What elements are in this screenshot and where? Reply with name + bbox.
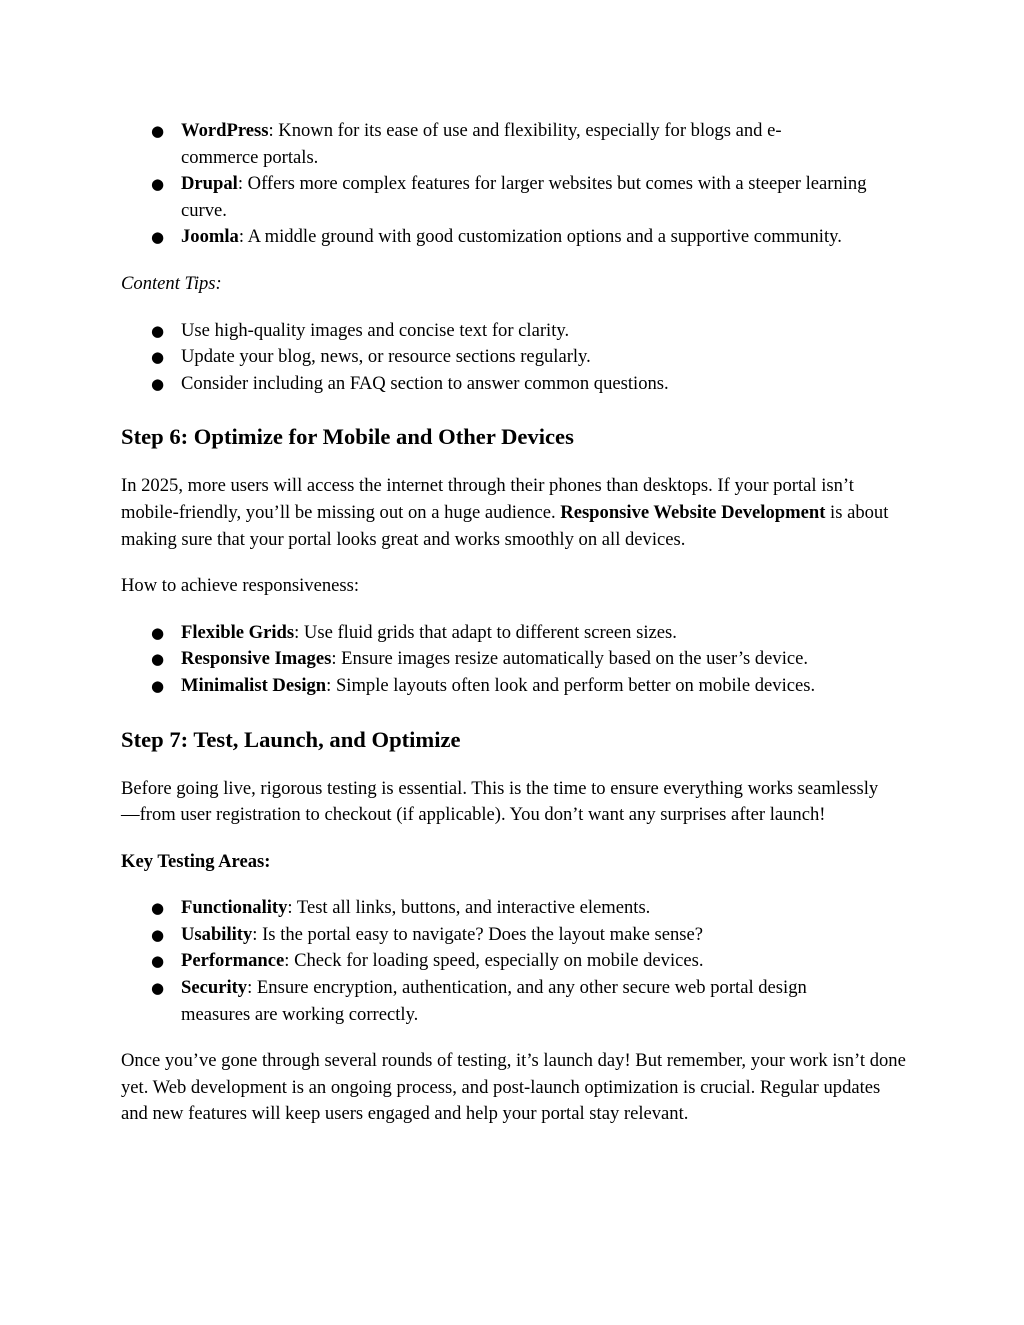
item-term: Security (181, 977, 248, 999)
step6-para-part2: is about making sure that your portal looks great and works smoothly on all devices. (121, 501, 889, 550)
key-testing-areas-label: Key Testing Areas: (121, 850, 271, 872)
step6-subheading: How to achieve responsiveness: (121, 575, 360, 597)
item-term: Responsive Images (181, 648, 332, 670)
step7-subheading (121, 849, 911, 876)
item-text: : Test all links, buttons, and interactive elements. (287, 897, 651, 919)
list-item (121, 118, 911, 171)
list-item: ● Update your blog, news, or resource sections regularly. (121, 344, 911, 371)
item-text: : Ensure images resize automatically based on the user’s device. (331, 648, 809, 670)
item-term: Joomla (181, 226, 239, 248)
list-item (121, 975, 911, 1028)
item-term: Performance (181, 950, 285, 972)
list-item (121, 922, 911, 949)
step6-para-part1: In 2025, more users will access the internet through their phones than desktops. If your portal isn’t mobile-friendly, you’ll be missing out on a huge audience. (121, 475, 854, 523)
item-text: : Ensure encryption, authentication, and any other secure web portal design measures are working correctly. (181, 977, 807, 1025)
item-text: : Check for loading speed, especially on mobile devices. (284, 950, 704, 972)
list-item (121, 948, 911, 975)
list-item (121, 673, 911, 700)
list-item (121, 171, 911, 224)
content-tips-list (121, 318, 911, 398)
list-item (121, 646, 911, 673)
step6-paragraph (121, 473, 911, 553)
item-text: : A middle ground with good customization options and a supportive community. (238, 226, 842, 248)
list-item: ● Use high-quality images and concise text for clarity. (121, 318, 911, 345)
cms-list (121, 118, 911, 251)
list-item (121, 224, 911, 251)
closing-paragraph: Once you’ve gone through several rounds of testing, it’s launch day! But remember, your work isn’t done yet. Web development is an ongoing process, and post-launch optimization is crucial. Regular updates and new features will keep users engaged and help your portal stay relevant. (121, 1050, 906, 1125)
item-text: : Known for its ease of use and flexibility, especially for blogs and e-commerce portals. (181, 120, 782, 168)
item-term: Functionality (181, 897, 288, 919)
testing-areas-list (121, 895, 911, 1028)
step6-para-bold: Responsive Website Development (560, 501, 826, 523)
item-term: Usability (181, 923, 253, 945)
item-term: WordPress (181, 120, 269, 141)
item-text: : Simple layouts often look and perform better on mobile devices. (326, 674, 816, 696)
list-item (121, 620, 911, 647)
document-page (121, 118, 911, 1128)
content-tips-heading: Content Tips: (121, 272, 222, 294)
item-term: Drupal (181, 173, 238, 195)
item-text: : Is the portal easy to navigate? Does the layout make sense? (252, 923, 704, 945)
responsiveness-list (121, 620, 911, 700)
step7-heading: Step 7: Test, Launch, and Optimize (121, 726, 461, 752)
list-item: ● Consider including an FAQ section to answer common questions. (121, 371, 911, 398)
item-term: Minimalist Design (181, 674, 327, 696)
item-term: Flexible Grids (181, 621, 295, 643)
step6-heading: Step 6: Optimize for Mobile and Other Devices (121, 424, 574, 450)
item-text: : Use fluid grids that adapt to different screen sizes. (294, 621, 677, 643)
item-text: : Offers more complex features for larger websites but comes with a steeper learning curve. (181, 173, 867, 221)
list-item (121, 895, 911, 922)
step7-paragraph: Before going live, rigorous testing is essential. This is the time to ensure everything works seamlessly—from user registration to checkout (if applicable). You don’t want any surprises after launch! (121, 777, 879, 826)
